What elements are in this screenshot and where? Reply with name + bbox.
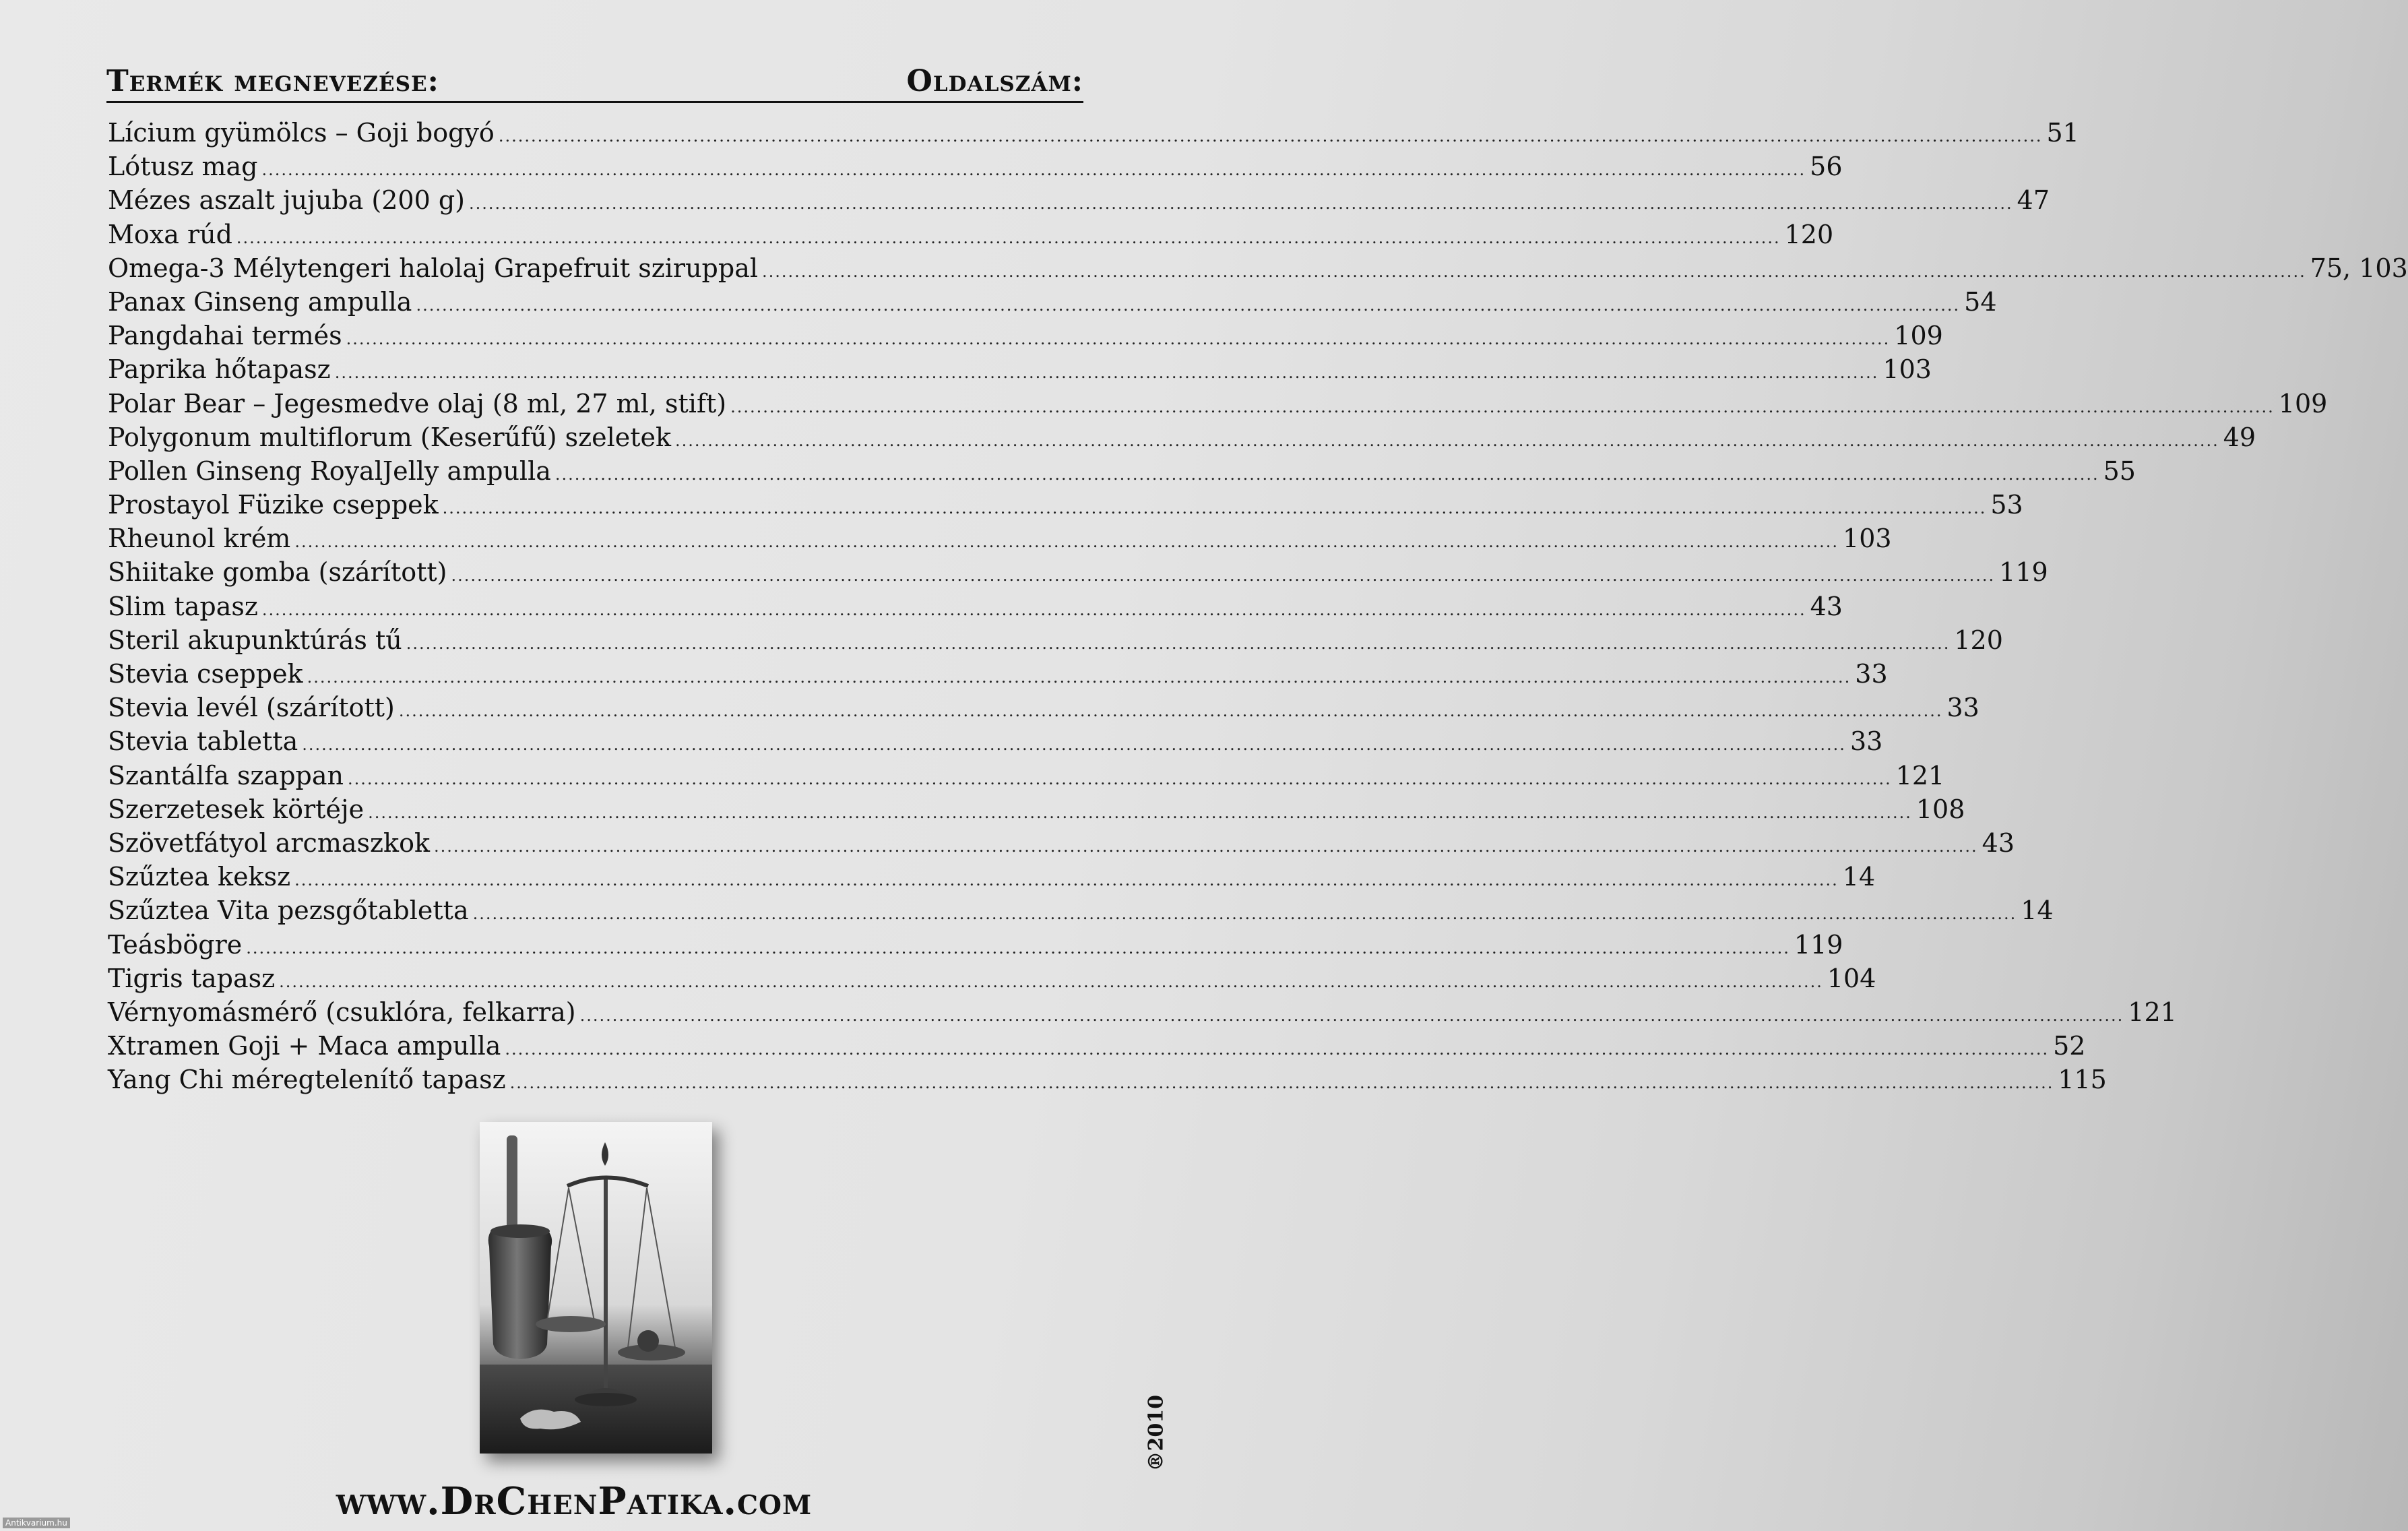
entry-page-number: 56 [1810,152,1843,182]
index-entry [108,490,2023,524]
entry-name: Szövetfátyol arcmaszkok [108,827,430,858]
entry-name: Prostayol Füzike cseppek [108,490,439,520]
entry-name: Polygonum multiflorum (Keserűfű) szeletek [108,422,672,452]
index-entry [108,524,1892,557]
dot-leader [434,837,1978,856]
index-entry [108,354,1932,388]
entry-page-number: 55 [2103,456,2136,486]
entry-page-number: 33 [1855,659,1888,689]
entry-name: Steril akupunktúrás tű [108,625,402,655]
index-entry [108,219,1834,253]
index-entry [108,1031,2086,1065]
entry-name: Szantálfa szappan [108,760,344,790]
entry-page-number: 33 [1946,693,1979,723]
index-entry [108,929,1843,964]
entry-page-number: 43 [1982,827,2015,858]
dot-leader [505,1040,2049,1059]
website-url: www.DrChenPatika.com [336,1479,813,1524]
entry-page-number: 108 [1915,794,1965,824]
dot-leader [368,803,1912,822]
entry-name: Stevia levél (szárított) [108,693,395,723]
index-entry [108,152,1843,185]
entry-page-number: 103 [1843,524,1892,554]
column-title-page: Oldalszám: [906,64,1083,98]
entry-page-number: 109 [1894,321,1943,351]
product-index-list [108,118,2408,1098]
index-entry [108,862,1876,896]
dot-leader [675,431,2219,450]
dot-leader [348,770,1892,788]
entry-page-number: 53 [1990,490,2023,520]
entry-page-number: 121 [2128,997,2177,1027]
index-entry [108,388,2328,423]
entry-name: Stevia cseppek [108,659,303,689]
index-entry [108,625,2003,659]
dot-leader [555,465,2099,484]
index-entry [108,827,2015,862]
scan-watermark: Antikvarium.hu [3,1518,70,1528]
entry-name: Polar Bear – Jegesmedve olaj (8 ml, 27 ml, stift) [108,388,727,418]
dot-leader [294,532,1839,551]
entry-page-number: 115 [2058,1065,2107,1095]
dot-leader [261,160,1806,179]
entry-name: Szerzetesek körtéje [108,794,365,824]
entry-page-number: 119 [1794,929,1843,960]
dot-leader [246,939,1790,958]
index-entry [108,253,2408,287]
entry-name: Xtramen Goji + Maca ampulla [108,1031,501,1061]
entry-name: Omega-3 Mélytengeri halolaj Grapefruit sziruppal [108,253,759,283]
index-entry [108,794,1965,828]
entry-page-number: 75, 103 [2310,253,2408,283]
dot-leader [302,735,1846,754]
column-title-product: Termék megnevezése: [106,64,439,98]
index-entry [108,659,1888,693]
index-entry [108,286,1997,321]
index-entry [108,456,2136,490]
entry-name: Pollen Ginseng RoyalJelly ampulla [108,456,551,486]
dot-leader [451,566,1995,585]
entry-name: Moxa rúd [108,219,232,249]
entry-page-number: 120 [1954,625,2003,655]
entry-page-number: 49 [2223,422,2256,452]
entry-page-number: 119 [1999,557,2048,588]
index-entry [108,557,2048,591]
entry-page-number: 109 [2278,388,2328,418]
entry-page-number: 103 [1882,354,1932,385]
entry-name: Szűztea keksz [108,862,291,892]
dot-leader [469,194,2013,213]
index-entry [108,760,1945,794]
dot-leader [580,1006,2124,1025]
entry-name: Rheunol krém [108,524,291,554]
index-entry [108,118,2079,152]
dot-leader [236,228,1781,247]
dot-leader [294,871,1839,889]
dot-leader [762,262,2306,281]
index-entry [108,321,1943,354]
entry-page-number: 43 [1810,591,1843,621]
entry-name: Lícium gyümölcs – Goji bogyó [108,118,495,148]
dot-leader [443,499,1987,518]
entry-name: Slim tapasz [108,591,258,621]
dot-leader [510,1073,2054,1092]
entry-name: Lótusz mag [108,152,258,182]
index-entry [108,726,1883,760]
index-entry [108,896,2054,929]
entry-name: Tigris tapasz [108,963,276,993]
index-entry [108,963,1876,997]
entry-name: Yang Chi méregtelenítő tapasz [108,1065,506,1095]
entry-name: Shiitake gomba (szárított) [108,557,447,588]
dot-leader [473,904,2017,923]
dot-leader [335,363,1879,382]
entry-page-number: 54 [1964,286,1997,317]
entry-page-number: 52 [2053,1031,2086,1061]
dot-leader [399,701,1943,720]
entry-page-number: 33 [1849,726,1883,757]
dot-leader [730,398,2275,416]
dot-leader [262,600,1806,619]
entry-name: Stevia tabletta [108,726,298,757]
index-entry [108,693,1979,726]
entry-name: Pangdahai termés [108,321,342,351]
entry-page-number: 14 [2021,896,2054,926]
table-header [106,61,1083,103]
copyright-mark: ®2010 [1144,1395,1168,1472]
entry-page-number: 120 [1784,219,1834,249]
entry-page-number: 104 [1827,963,1876,993]
dot-leader [406,634,1951,653]
entry-page-number: 14 [1842,862,1876,892]
dot-leader [499,127,2043,146]
entry-page-number: 51 [2046,118,2079,148]
entry-name: Teásbögre [108,929,243,960]
dot-leader [279,972,1823,991]
entry-page-number: 121 [1895,760,1945,790]
index-entry [108,997,2177,1031]
index-entry [108,185,2050,219]
index-entry [108,422,2256,456]
index-entry [108,1065,2107,1098]
entry-page-number: 47 [2017,185,2050,216]
entry-name: Paprika hőtapasz [108,354,331,385]
entry-name: Vérnyomásmérő (csuklóra, felkarra) [108,997,576,1027]
dot-leader [307,668,1851,687]
dot-leader [416,296,1960,315]
index-entry [108,591,1843,625]
apothecary-scale-photo [480,1122,712,1454]
entry-name: Mézes aszalt jujuba (200 g) [108,185,465,216]
entry-name: Panax Ginseng ampulla [108,286,412,317]
entry-name: Szűztea Vita pezsgőtabletta [108,896,469,926]
dot-leader [346,330,1891,348]
